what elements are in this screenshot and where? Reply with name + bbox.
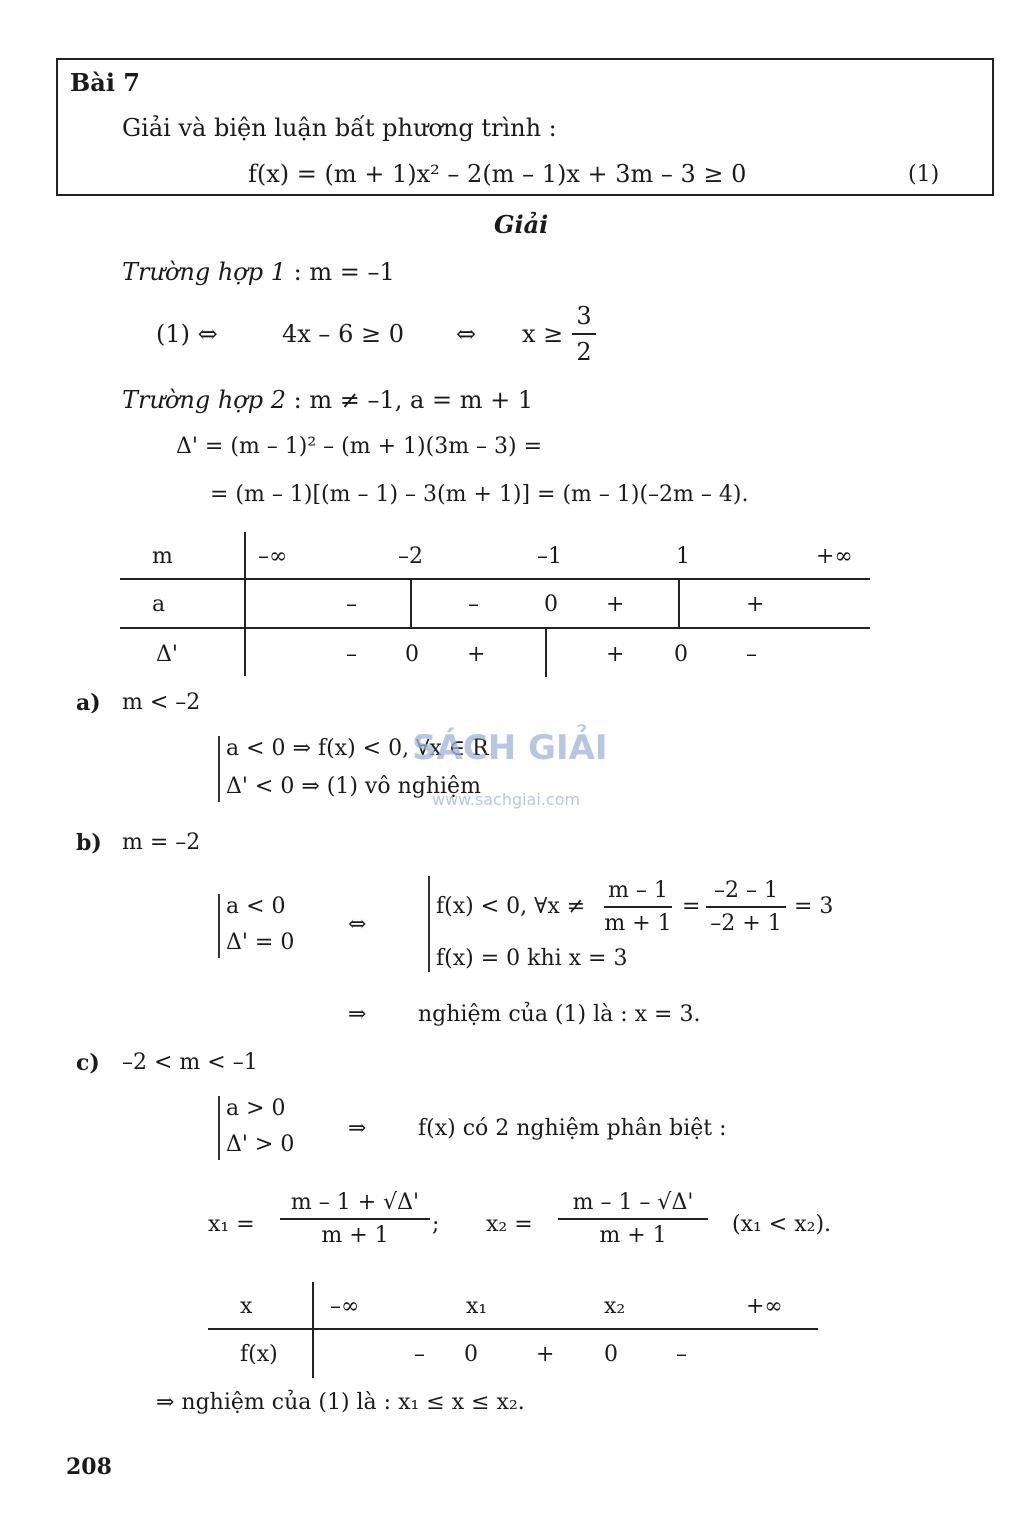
part-b-row-1: f(x) < 0, ∀x ≠ [436, 894, 586, 919]
watermark-brand: SÁCH GIẢI [412, 728, 608, 768]
part-a-line-2: Δ' < 0 ⇒ (1) vô nghiệm [226, 774, 481, 799]
equation-number: (1) [908, 162, 940, 187]
t1-header-1: 1 [676, 544, 690, 569]
case2-condition: : m ≠ –1, a = m + 1 [293, 386, 534, 414]
x1-semicolon: ; [432, 1212, 440, 1237]
problem-title: Bài 7 [70, 68, 141, 97]
part-b-sys-2: Δ' = 0 [226, 930, 295, 955]
t2-sign-4: 0 [604, 1342, 618, 1367]
part-a-condition: m < –2 [122, 690, 201, 715]
part-c-implies: ⇒ [348, 1116, 367, 1141]
part-a-label: a) [76, 690, 101, 716]
part-b-f1-num: m – 1 [608, 878, 668, 903]
t2-header-x1: x₁ [466, 1294, 488, 1319]
t1-a-sign-2: – [468, 592, 479, 617]
t1-header-m1: –1 [537, 544, 562, 569]
part-c-sys-1: a > 0 [226, 1096, 286, 1121]
solution-heading: Giải [494, 210, 549, 239]
part-c-condition: –2 < m < –1 [122, 1050, 258, 1075]
t1-d-sign-5: 0 [674, 642, 688, 667]
case2-label: Trường hợp 2 [122, 386, 287, 414]
t1-a-sign-1: – [346, 592, 357, 617]
t2-sign-3: + [536, 1342, 555, 1367]
t1-row-delta-label: Δ' [156, 642, 178, 667]
delta-line-2: = (m – 1)[(m – 1) – 3(m + 1)] = (m – 1)(–2m – 4). [210, 482, 749, 507]
t1-d-sign-2: 0 [405, 642, 419, 667]
watermark-url: www.sachgiai.com [432, 790, 581, 809]
t1-header-pinf: +∞ [816, 544, 853, 569]
part-b-f2-den: –2 + 1 [710, 911, 782, 936]
part-b-equiv: ⇔ [348, 912, 367, 937]
part-b-f1-den: m + 1 [604, 911, 672, 936]
t2-header-x: x [240, 1294, 253, 1319]
t1-a-sign-4: + [606, 592, 625, 617]
part-a-line-1: a < 0 ⇒ f(x) < 0, ∀x ∈ R [226, 736, 489, 761]
x1-num: m – 1 + √Δ' [290, 1190, 420, 1215]
case1-condition: : m = –1 [293, 258, 395, 286]
case1-inequality: 4x – 6 ≥ 0 [282, 320, 404, 348]
part-b-fraction-2 [706, 878, 786, 936]
t1-header-m2: –2 [398, 544, 423, 569]
part-b-equals: = [682, 894, 701, 919]
part-c-result: f(x) có 2 nghiệm phân biệt : [418, 1116, 727, 1141]
part-b-fraction-1 [604, 878, 672, 936]
part-b-condition: m = –2 [122, 830, 201, 855]
x2-num: m – 1 – √Δ' [572, 1190, 694, 1215]
part-b-sys-1: a < 0 [226, 894, 286, 919]
delta-line-1: Δ' = (m – 1)² – (m + 1)(3m – 3) = [176, 434, 543, 459]
part-b-implies: ⇒ [348, 1002, 367, 1027]
x1-den: m + 1 [321, 1223, 389, 1248]
part-a-brace [218, 736, 220, 802]
part-c-conclusion: ⇒ nghiệm của (1) là : x₁ ≤ x ≤ x₂. [156, 1390, 525, 1415]
case1-frac-num: 3 [576, 302, 592, 330]
part-b-label: b) [76, 830, 102, 856]
t1-d-sign-1: – [346, 642, 357, 667]
t2-header-x2: x₂ [604, 1294, 626, 1319]
problem-statement: Giải và biện luận bất phương trình : [122, 114, 557, 142]
part-b-conclusion: nghiệm của (1) là : x = 3. [418, 1002, 701, 1027]
part-b-brace-left [218, 894, 220, 958]
t2-row-f-label: f(x) [240, 1342, 278, 1367]
x1-lhs: x₁ = [208, 1212, 255, 1237]
part-c-brace [218, 1096, 220, 1160]
x2-lhs: x₂ = [486, 1212, 533, 1237]
x2-fraction [558, 1190, 708, 1248]
part-c-sys-2: Δ' > 0 [226, 1132, 295, 1157]
t1-d-sign-4: + [606, 642, 625, 667]
x2-den: m + 1 [599, 1223, 667, 1248]
case1-fraction [572, 302, 596, 366]
case1-frac-den: 2 [576, 338, 592, 366]
t1-row-a-label: a [152, 592, 166, 617]
page-number: 208 [66, 1454, 112, 1480]
case1-line [122, 258, 395, 286]
x1-fraction [280, 1190, 430, 1248]
case1-result: x ≥ [522, 320, 564, 348]
t2-sign-5: – [676, 1342, 687, 1367]
case1-eq-start: (1) ⇔ [156, 320, 218, 348]
t1-d-sign-6: – [746, 642, 757, 667]
t2-header-pinf: +∞ [746, 1294, 783, 1319]
t2-header-ninf: –∞ [330, 1294, 360, 1319]
case1-equiv: ⇔ [456, 320, 477, 348]
t1-header-m: m [152, 544, 173, 569]
part-b-row-2: f(x) = 0 khi x = 3 [436, 946, 628, 971]
part-b-row-1-result: = 3 [794, 894, 834, 919]
case1-label: Trường hợp 1 [122, 258, 287, 286]
case2-line [122, 386, 533, 414]
t1-d-sign-3: + [467, 642, 486, 667]
t1-a-sign-3: 0 [544, 592, 558, 617]
roots-order: (x₁ < x₂). [732, 1212, 832, 1237]
part-b-brace-right [428, 876, 430, 972]
part-c-label: c) [76, 1050, 100, 1076]
problem-equation: f(x) = (m + 1)x² – 2(m – 1)x + 3m – 3 ≥ 0 [248, 160, 747, 188]
t1-a-sign-5: + [746, 592, 765, 617]
t2-sign-2: 0 [464, 1342, 478, 1367]
part-b-f2-num: –2 – 1 [714, 878, 778, 903]
t2-sign-1: – [414, 1342, 425, 1367]
t1-header-ninf: –∞ [258, 544, 288, 569]
